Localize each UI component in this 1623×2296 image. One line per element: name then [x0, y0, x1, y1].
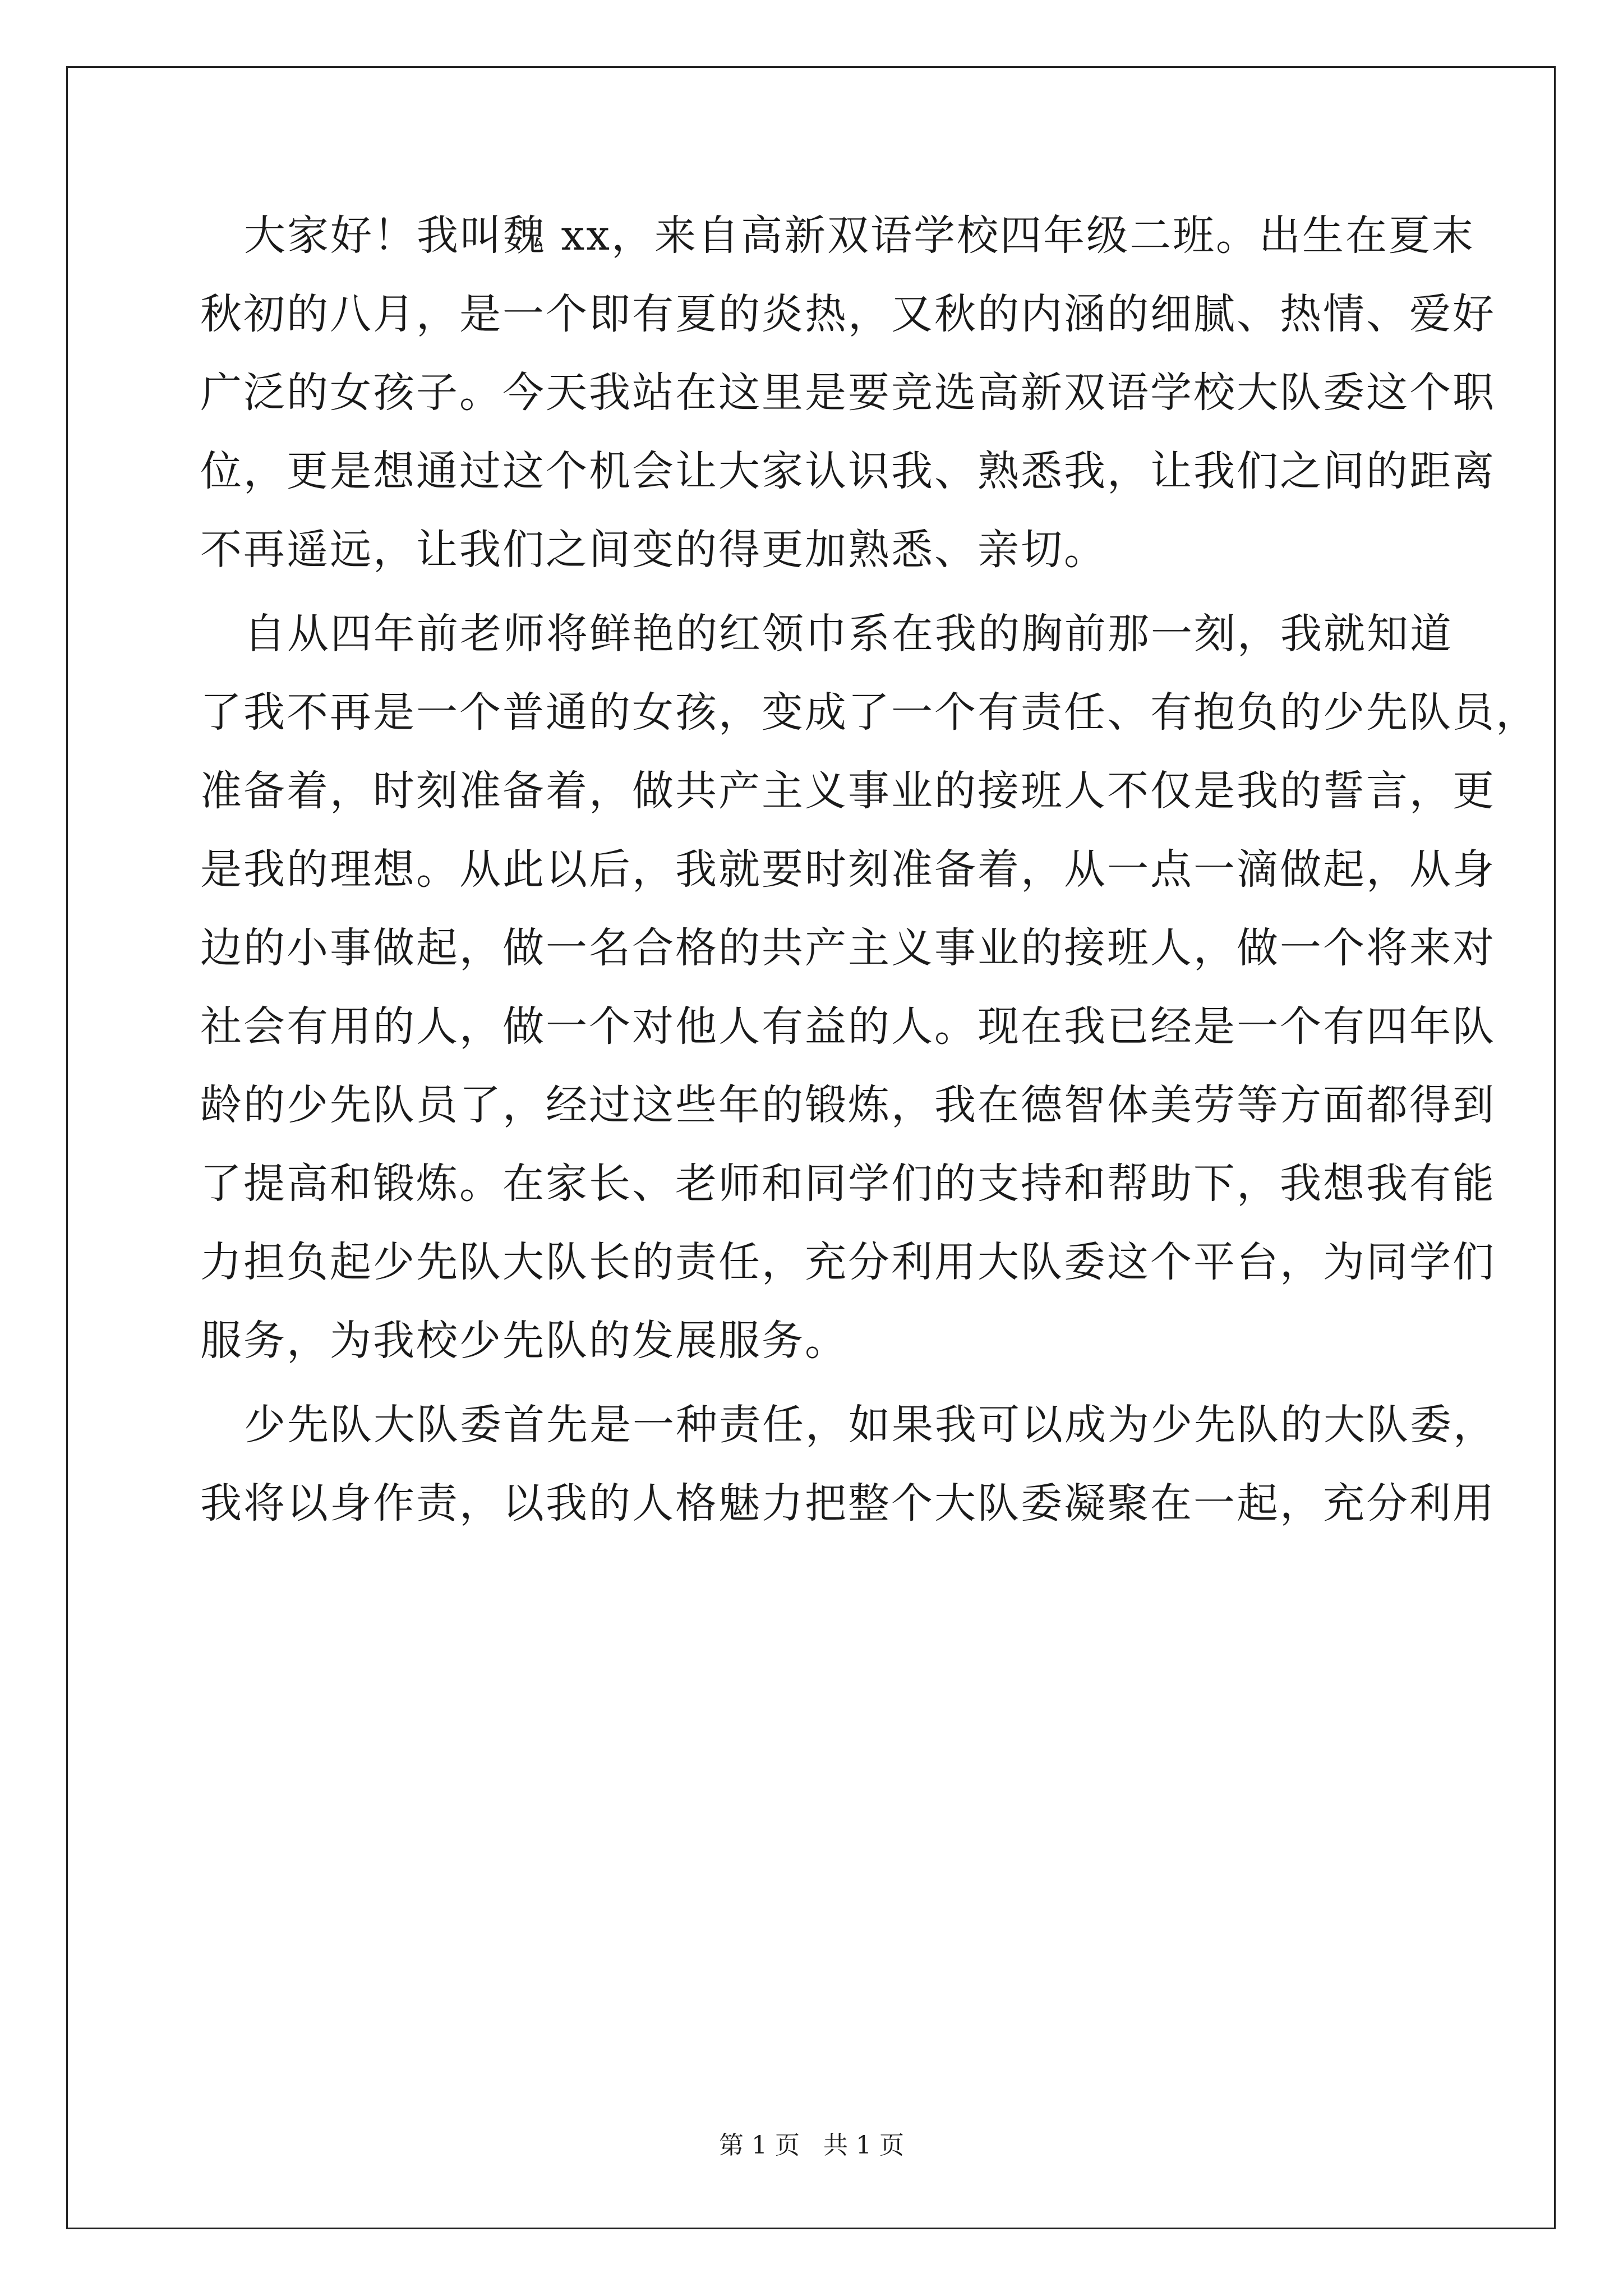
paragraph-1-line-2: 秋初的八月，是一个即有夏的炎热，又秋的内涵的细腻、热情、爱好: [200, 290, 1496, 338]
paragraph-2-line-9: 力担负起少先队大队长的责任，充分利用大队委这个平台，为同学们: [200, 1238, 1496, 1286]
paragraph-2-line-7: 龄的少先队员了，经过这些年的锻炼，我在德智体美劳等方面都得到: [200, 1081, 1496, 1129]
paragraph-3-line-1: 少先队大队委首先是一种责任，如果我可以成为少先队的大队委，: [244, 1401, 1496, 1449]
paragraph-2-line-1: 自从四年前老师将鲜艳的红领巾系在我的胸前那一刻，我就知道: [244, 610, 1453, 658]
paragraph-2-line-8: 了提高和锻炼。在家长、老师和同学们的支持和帮助下，我想我有能: [200, 1159, 1496, 1208]
paragraph-2-line-4: 是我的理想。从此以后，我就要时刻准备着，从一点一滴做起，从身: [200, 845, 1496, 894]
paragraph-1-line-4: 位，更是想通过这个机会让大家认识我、熟悉我，让我们之间的距离: [200, 447, 1496, 495]
paragraph-1-line-3: 广泛的女孩子。今天我站在这里是要竞选高新双语学校大队委这个职: [200, 369, 1496, 417]
paragraph-2-line-3: 准备着，时刻准备着，做共产主义事业的接班人不仅是我的誓言，更: [200, 767, 1496, 815]
page-footer: 第 1 页 共 1 页: [719, 2131, 904, 2160]
paragraph-1-line-1: 大家好！我叫魏 xx，来自高新双语学校四年级二班。出生在夏末: [244, 211, 1475, 260]
paragraph-1-line-5: 不再遥远，让我们之间变的得更加熟悉、亲切。: [200, 526, 1107, 574]
paragraph-2-line-6: 社会有用的人，做一个对他人有益的人。现在我已经是一个有四年队: [200, 1002, 1496, 1051]
paragraph-2-line-10: 服务，为我校少先队的发展服务。: [200, 1317, 848, 1365]
paragraph-3-line-2: 我将以身作责，以我的人格魅力把整个大队委凝聚在一起，充分利用: [200, 1479, 1496, 1527]
paragraph-2-line-2: 了我不再是一个普通的女孩，变成了一个有责任、有抱负的少先队员，: [200, 688, 1539, 737]
paragraph-2-line-5: 边的小事做起，做一名合格的共产主义事业的接班人，做一个将来对: [200, 924, 1496, 972]
